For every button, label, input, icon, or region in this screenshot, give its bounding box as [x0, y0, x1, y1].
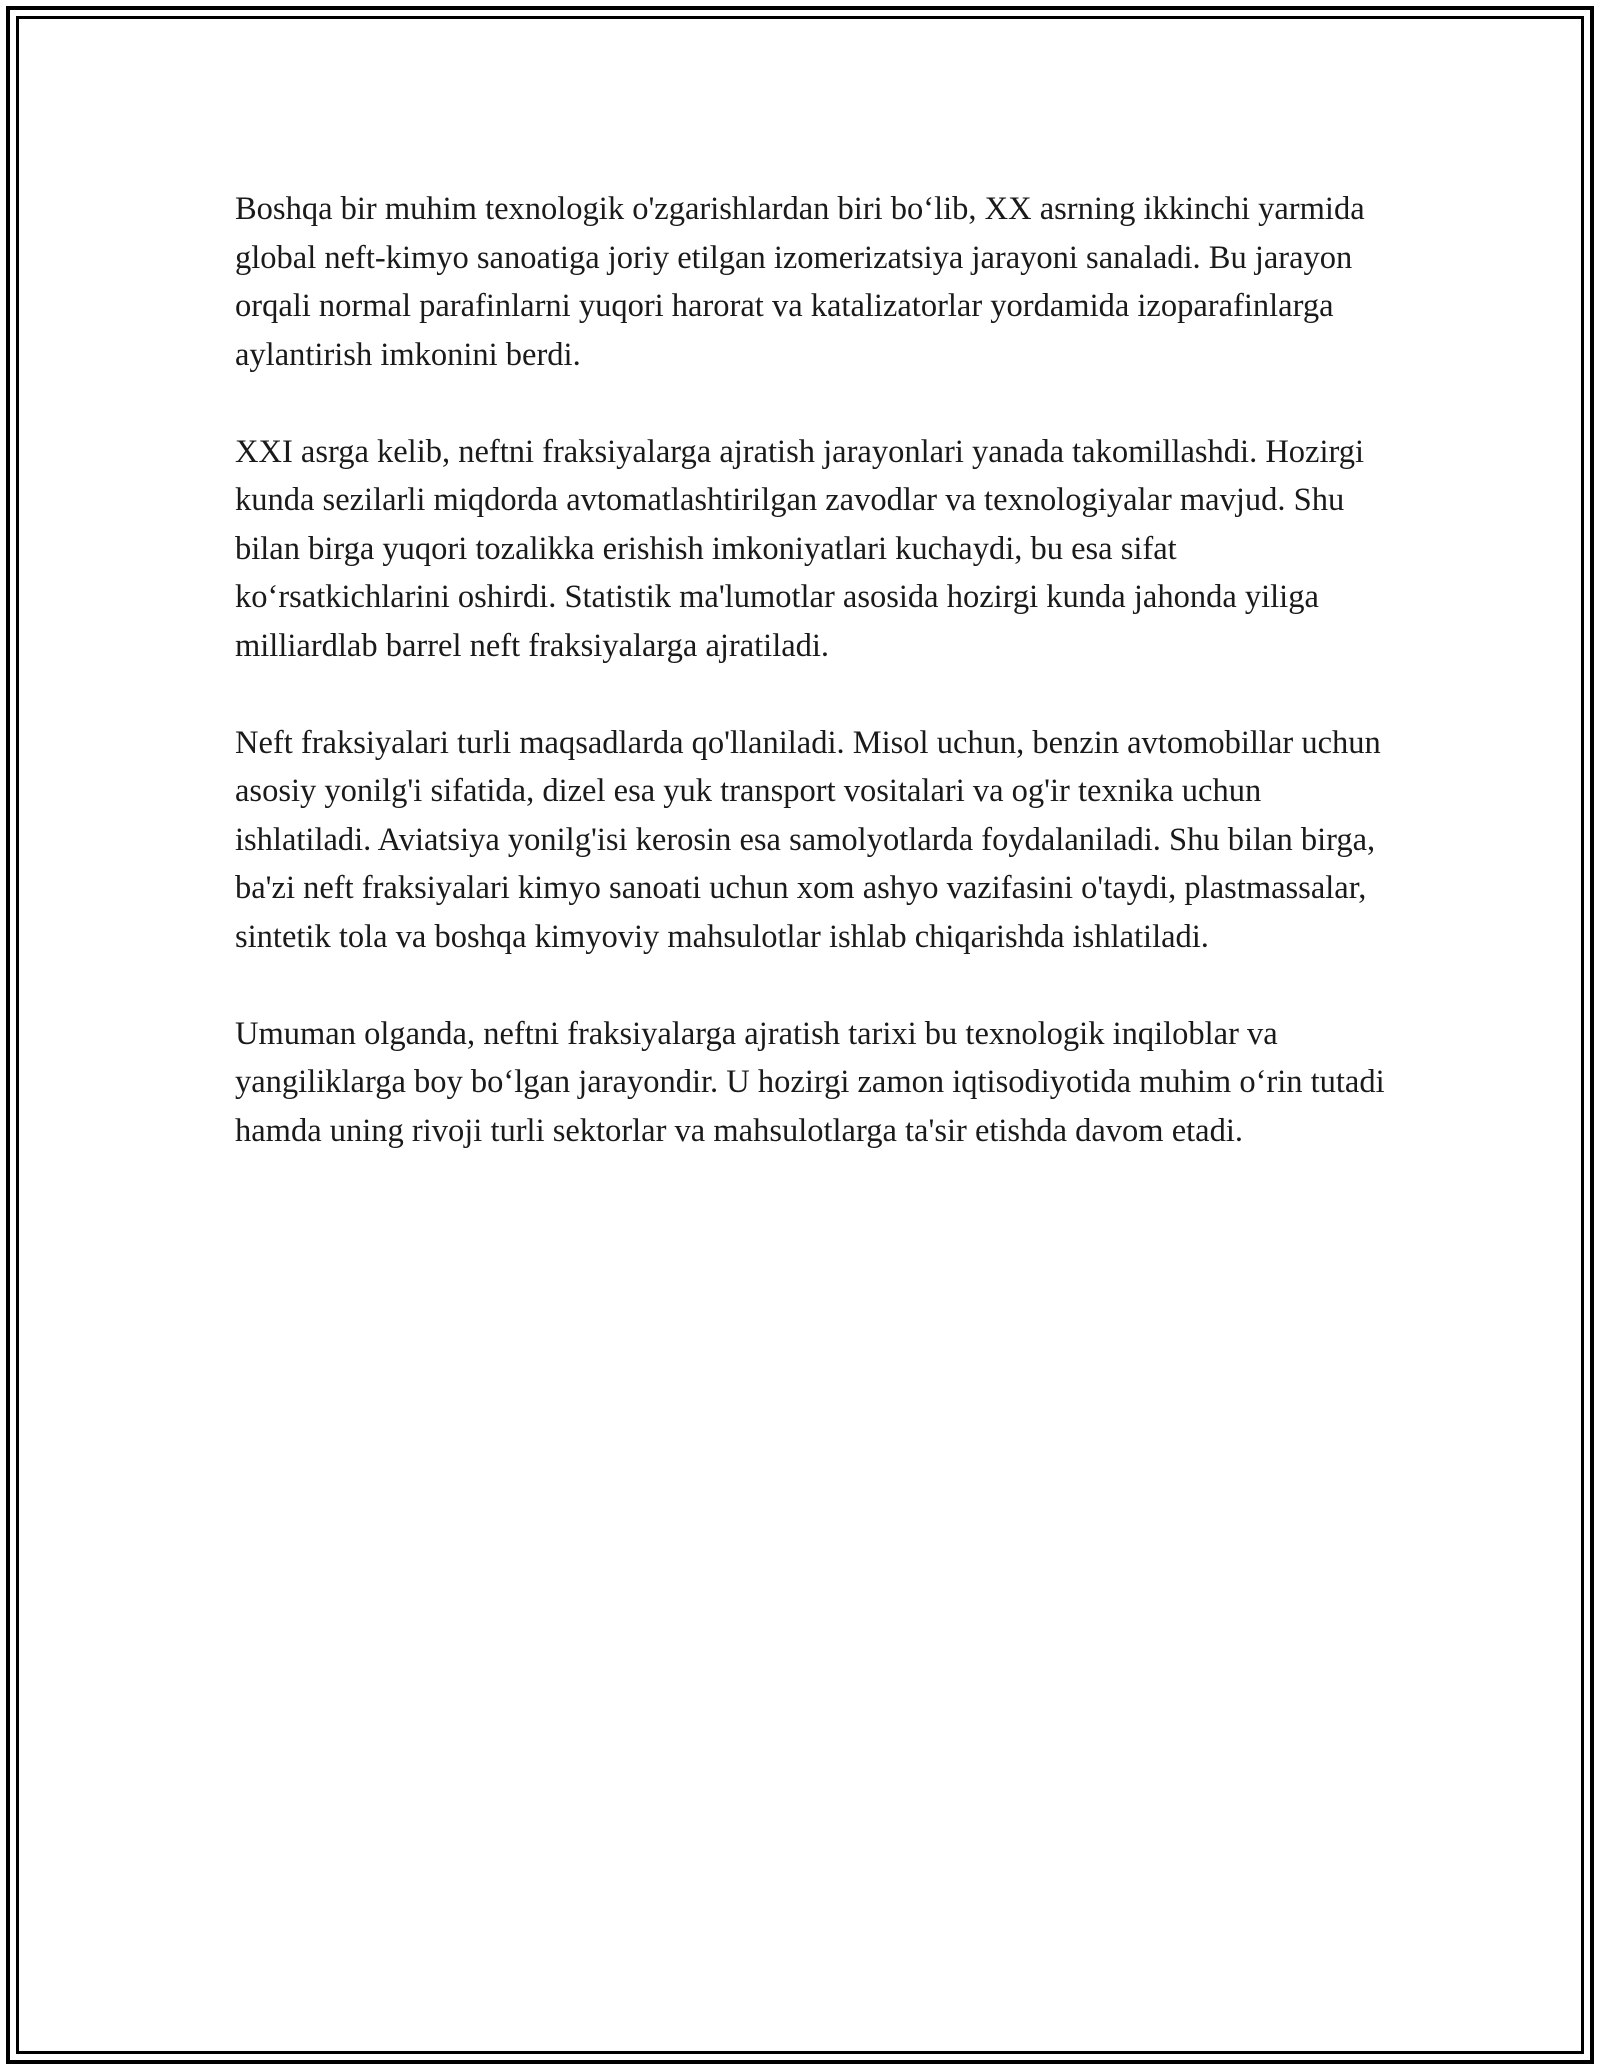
document-body	[235, 185, 1385, 1204]
paragraph-4: Umuman olganda, neftni fraksiyalarga ajratish tarixi bu texnologik inqiloblar va yangiliklarga boy bo‘lgan jarayondir. U hozirgi zamon iqtisodiyotida muhim o‘rin tutadi hamda uning rivoji turli sektorlar va mahsulotlarga ta'sir etishda davom etadi.	[235, 1015, 1385, 1149]
paragraph-2: XXI asrga kelib, neftni fraksiyalarga ajratish jarayonlari yanada takomillashdi. Hozirgi kunda sezilarli miqdorda avtomatlashtirilgan zavodlar va texnologiyalar mavjud. Shu bilan birga yuqori tozalikka erishish imkoniyatlari kuchaydi, bu esa sifat ko‘rsatkichlarini oshirdi. Statistik ma'lumotlar asosida hozirgi kunda jahonda yiliga milliardlab barrel neft fraksiyalarga ajratiladi.	[235, 433, 1365, 664]
paragraph-1: Boshqa bir muhim texnologik o'zgarishlardan biri bo‘lib, XX asrning ikkinchi yarmida global neft-kimyo sanoatiga joriy etilgan izomerizatsiya jarayoni sanaladi. Bu jarayon orqali normal parafinlarni yuqori harorat va katalizatorlar yordamida izoparafinlarga aylantirish imkonini berdi.	[235, 191, 1365, 373]
paragraph-3: Neft fraksiyalari turli maqsadlarda qo'llaniladi. Misol uchun, benzin avtomobillar uchun asosiy yonilg'i sifatida, dizel esa yuk transport vositalari va og'ir texnika uchun ishlatiladi. Aviatsiya yonilg'isi kerosin esa samolyotlarda foydalaniladi. Shu bilan birga, ba'zi neft fraksiyalari kimyo sanoati uchun xom ashyo vazifasini o'taydi, plastmassalar, sintetik tola va boshqa kimyoviy mahsulotlar ishlab chiqarishda ishlatiladi.	[235, 724, 1381, 955]
